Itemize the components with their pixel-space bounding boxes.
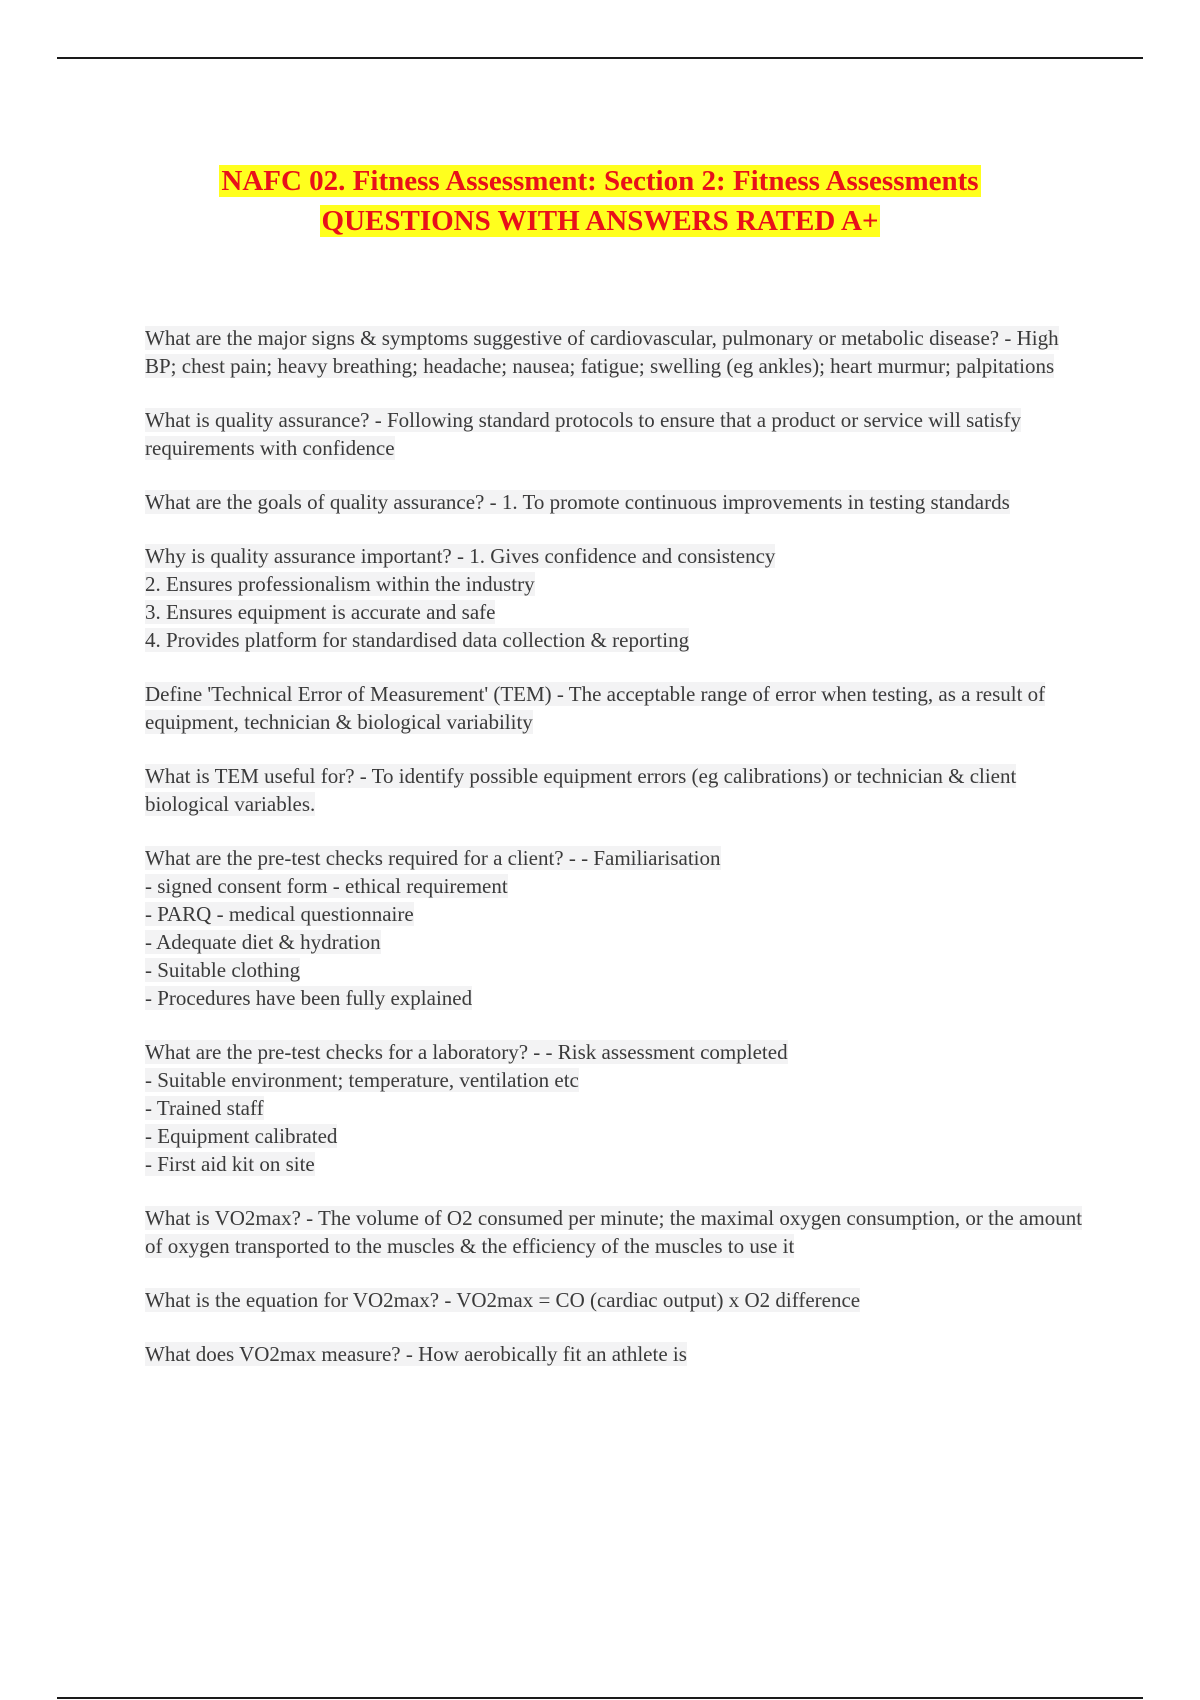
title-line-2: QUESTIONS WITH ANSWERS RATED A+: [321, 205, 879, 238]
document-title: [100, 161, 1100, 241]
qa-list-line: - Trained staff: [145, 1096, 264, 1120]
qa-item: [145, 542, 1085, 654]
qa-text: What is quality assurance? - Following standard protocols to ensure that a product or service will satisfy requirements with confidence: [145, 408, 1021, 460]
qa-list-line: 4. Provides platform for standardised data collection & reporting: [145, 628, 690, 652]
qa-item: [145, 762, 1085, 818]
qa-list-line: - Adequate diet & hydration: [145, 930, 381, 954]
qa-list-line: - Suitable clothing: [145, 958, 301, 982]
qa-item: [145, 1038, 1085, 1178]
qa-text: What does VO2max measure? - How aerobically fit an athlete is: [145, 1342, 687, 1366]
qa-item: [145, 324, 1085, 380]
qa-item: [145, 680, 1085, 736]
qa-item: [145, 844, 1085, 1012]
qa-list-line: - First aid kit on site: [145, 1152, 315, 1176]
qa-text: What are the pre-test checks for a laboratory? - - Risk assessment completed: [145, 1040, 788, 1064]
qa-item: [145, 1286, 1085, 1314]
qa-text: What are the major signs & symptoms suggestive of cardiovascular, pulmonary or metabolic disease? - High BP; chest pain; heavy breathing; headache; nausea; fatigue; swelling (eg ankles); heart murmur; palpitations: [145, 326, 1059, 378]
qa-text: What is TEM useful for? - To identify possible equipment errors (eg calibrations) or technician & client biological variables.: [145, 764, 1017, 816]
qa-text: What is the equation for VO2max? - VO2max = CO (cardiac output) x O2 difference: [145, 1288, 861, 1312]
qa-item: [145, 406, 1085, 462]
qa-list-line: - Suitable environment; temperature, ventilation etc: [145, 1068, 579, 1092]
qa-list-line: - Procedures have been fully explained: [145, 986, 473, 1010]
qa-text: What is VO2max? - The volume of O2 consumed per minute; the maximal oxygen consumption, or the amount of oxygen transported to the muscles & the efficiency of the muscles to use it: [145, 1206, 1083, 1258]
qa-text: Define 'Technical Error of Measurement' (TEM) - The acceptable range of error when testing, as a result of equipment, technician & biological variability: [145, 682, 1046, 734]
qa-item: [145, 488, 1085, 516]
qa-text: Why is quality assurance important? - 1. Gives confidence and consistency: [145, 544, 776, 568]
qa-item: [145, 1204, 1085, 1260]
header-rule: [57, 57, 1143, 59]
qa-text: What are the goals of quality assurance? - 1. To promote continuous improvements in testing standards: [145, 490, 1010, 514]
qa-item: [145, 1340, 1085, 1368]
qa-list-line: 3. Ensures equipment is accurate and safe: [145, 600, 496, 624]
qa-list-line: - signed consent form - ethical requirement: [145, 874, 508, 898]
qa-text: What are the pre-test checks required for a client? - - Familiarisation: [145, 846, 721, 870]
footer-rule: [57, 1697, 1143, 1699]
qa-list-line: 2. Ensures professionalism within the industry: [145, 572, 535, 596]
qa-list-line: - PARQ - medical questionnaire: [145, 902, 414, 926]
qa-list-line: - Equipment calibrated: [145, 1124, 338, 1148]
qa-list: [145, 324, 1085, 1394]
title-line-1: NAFC 02. Fitness Assessment: Section 2: Fitness Assessments: [221, 165, 979, 198]
